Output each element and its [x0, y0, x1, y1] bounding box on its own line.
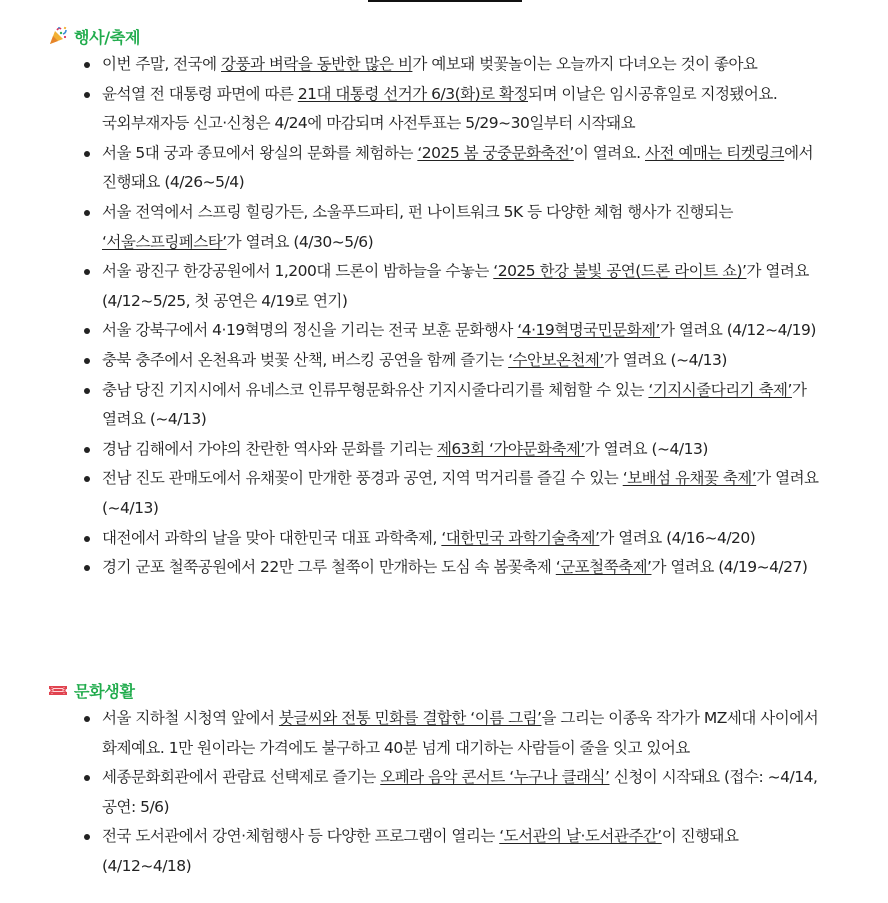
item-text: 을 그리는 이종욱 작가가 MZ세대 사이에서 화제예요. 1만 원이라는 가격에도 불구하고 40분 넘게 대기하는 사람들이 줄을 잇고 있어요	[102, 709, 819, 757]
list-item	[0, 376, 888, 435]
list-item	[0, 139, 888, 198]
list-item	[0, 822, 888, 881]
item-link[interactable]: ‘수안보온천제’	[508, 350, 604, 369]
item-text: 가 열려요 (~4/13)	[102, 469, 819, 517]
item-text: 되며 이날은 임시공휴일로 지정됐어요. 국외부재자등 신고·신청은 4/24에 마감되며 사전투표는 5/29~30일부터 시작돼요	[102, 84, 778, 133]
item-link[interactable]: ‘기지시줄다리기 축제’	[648, 380, 792, 399]
item-text: 경기 군포 철쭉공원에서 22만 그루 철쭉이 만개하는 도심 속 봄꽃축제	[102, 558, 556, 577]
item-link[interactable]: 21대 대통령 선거가 6/3(화)로 확정	[297, 84, 528, 103]
item-text: 충북 충주에서 온천욕과 벚꽃 산책, 버스킹 공연을 함께 즐기는	[102, 350, 509, 369]
list-item	[0, 346, 888, 376]
item-text: 전남 진도 관매도에서 유채꽃이 만개한 풍경과 공연, 지역 먹거리를 즐길 수 있는	[102, 469, 623, 488]
ticket-icon	[48, 680, 68, 700]
item-text: 서울 지하철 시청역 앞에서	[102, 709, 279, 727]
item-text: 가 열려요 (~4/13)	[603, 350, 727, 369]
item-link[interactable]: 오페라 음악 콘서트 ‘누구나 클래식’	[380, 768, 610, 787]
item-text: 에서 진행돼요 (4/26~5/4)	[102, 143, 814, 192]
party-popper-icon	[48, 26, 68, 46]
item-link[interactable]: ‘도서관의 날·도서관주간’	[499, 827, 662, 846]
list-item	[0, 524, 888, 554]
item-link[interactable]: ‘2025 봄 궁중문화축전’	[417, 143, 574, 162]
item-text: 서울 전역에서 스프링 힐링가든, 소울푸드파티, 펀 나이트워크 5K 등 다양한 체험 행사가 진행되는	[102, 202, 733, 221]
item-text: 가 열려요 (~4/13)	[102, 380, 807, 429]
list-item	[0, 464, 888, 523]
item-text: 충남 당진 기지시에서 유네스코 인류무형문화유산 기지시줄다리기를 체험할 수 있는	[102, 380, 649, 399]
item-text: 서울 광진구 한강공원에서 1,200대 드론이 밤하늘을 수놓는	[102, 262, 494, 281]
item-text: 경남 김해에서 가야의 찬란한 역사와 문화를 기리는	[102, 439, 437, 458]
item-link[interactable]: ‘군포철쭉축제’	[555, 558, 652, 577]
list-item	[0, 80, 888, 139]
list-item	[0, 763, 888, 822]
section-title: 행사/축제	[74, 27, 141, 47]
item-text: 세종문화회관에서 관람료 선택제로 즐기는	[102, 768, 381, 787]
item-text: 가 열려요 (4/12~5/25, 첫 공연은 4/19로 연기)	[102, 262, 809, 310]
item-text: 가 열려요 (~4/13)	[584, 439, 708, 458]
item-text: 신청이 시작돼요 (접수: ~4/14, 공연: 5/6)	[102, 768, 818, 816]
list-item	[0, 257, 888, 316]
item-text: 서울 5대 궁과 종묘에서 왕실의 문화를 체험하는	[102, 143, 418, 162]
section-header	[48, 24, 140, 48]
item-text: 서울 강북구에서 4·19혁명의 정신을 기리는 전국 보훈 문화행사	[102, 321, 518, 340]
list-item	[0, 198, 888, 257]
list-item	[0, 50, 888, 80]
item-text: 이 진행돼요 (4/12~4/18)	[102, 827, 739, 875]
list-item	[0, 316, 888, 346]
top-divider	[368, 0, 522, 2]
section-title: 문화생활	[74, 681, 135, 701]
item-text: 이 열려요.	[573, 143, 645, 162]
item-link[interactable]: 사전 예매는 티켓링크	[645, 143, 785, 162]
item-link[interactable]: ‘대한민국 과학기술축제’	[441, 528, 600, 547]
item-text: 가 예보돼 벚꽃놀이는 오늘까지 다녀오는 것이 좋아요	[412, 55, 758, 73]
item-text: 가 열려요 (4/12~4/19)	[659, 321, 816, 340]
item-link[interactable]: 강풍과 벼락을 동반한 많은 비	[221, 55, 413, 73]
item-link[interactable]: ‘2025 한강 불빛 공연(드론 라이트 쇼)’	[493, 262, 747, 281]
item-link[interactable]: 붓글씨와 전통 민화를 결합한 ‘이름 그림’	[278, 709, 542, 727]
item-link[interactable]: 제63회 ‘가야문화축제’	[436, 439, 585, 458]
item-text: 이번 주말, 전국에	[102, 55, 222, 73]
item-text: 가 열려요 (4/19~4/27)	[651, 558, 808, 577]
item-text: 전국 도서관에서 강연·체험행사 등 다양한 프로그램이 열리는	[102, 827, 500, 846]
section-header	[48, 678, 135, 702]
item-text: 가 열려요 (4/16~4/20)	[599, 528, 756, 547]
item-text: 대전에서 과학의 날을 맞아 대한민국 대표 과학축제,	[102, 528, 442, 547]
event-list	[0, 50, 888, 583]
list-item	[0, 435, 888, 465]
item-link[interactable]: ‘서울스프링페스타’	[102, 232, 227, 251]
item-text: 가 열려요 (4/30~5/6)	[226, 232, 374, 251]
culture-list	[0, 704, 888, 882]
item-link[interactable]: ‘4·19혁명국민문화제’	[517, 321, 660, 340]
item-link[interactable]: ‘보배섬 유채꽃 축제’	[622, 469, 757, 488]
list-item	[0, 704, 888, 763]
list-item	[0, 553, 888, 583]
item-text: 윤석열 전 대통령 파면에 따른	[102, 84, 298, 103]
